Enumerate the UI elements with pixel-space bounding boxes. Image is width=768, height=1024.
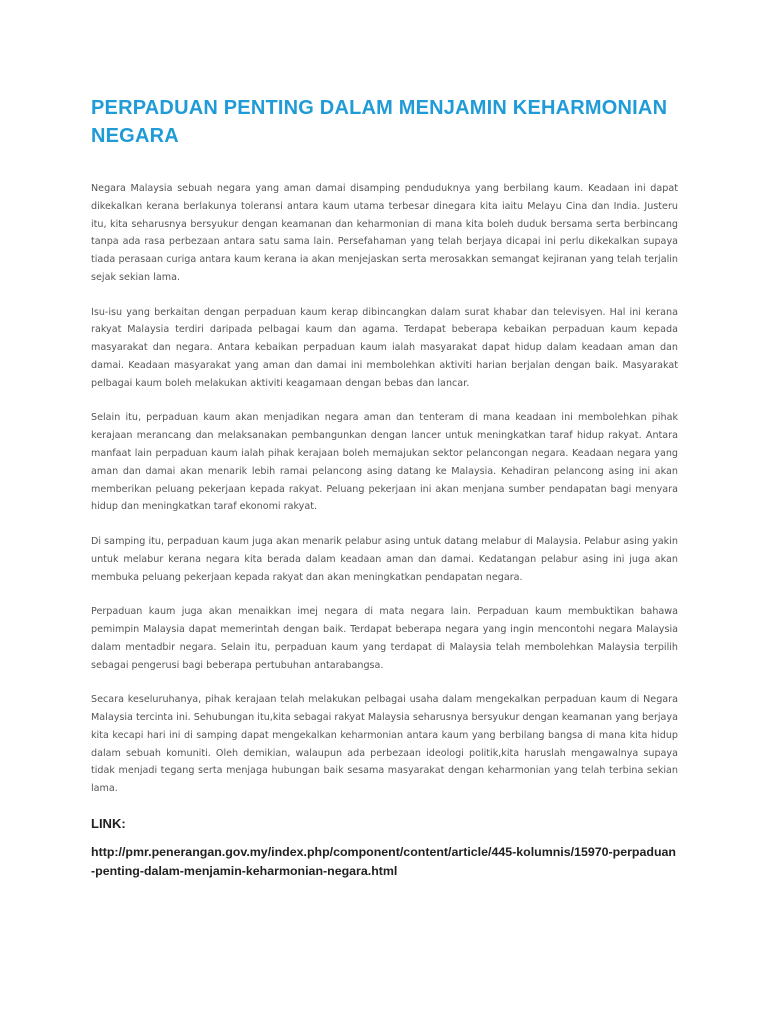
article-paragraph-1: Negara Malaysia sebuah negara yang aman damai disamping penduduknya yang berbilang kaum. Keadaan ini dapat dikekalkan kerana berlakunya toleransi antara kaum utama terbesar dinegara kita iaitu Melayu Cina dan India. Justeru itu, kita seharusnya bersyukur dengan keamanan dan keharmonian di mana kita boleh duduk bersama serta berbincang tanpa ada rasa perbezaan antara satu sama lain. Persefahaman yang telah berjaya dicapai ini perlu dikekalkan supaya tiada perasaan curiga antara kaum kerana ia akan menjejaskan serta merosakkan semangat kejiranan yang telah terjalin sejak sekian lama. [91, 183, 678, 283]
article-paragraph-2: Isu-isu yang berkaitan dengan perpaduan kaum kerap dibincangkan dalam surat khabar dan televisyen. Hal ini kerana rakyat Malaysia terdiri daripada pelbagai kaum dan agama. Terdapat beberapa kebaikan perpaduan kaum kepada masyarakat dan negara. Antara kebaikan perpaduan kaum ialah masyarakat dapat hidup dalam keadaan aman dan damai. Keadaan masyarakat yang aman dan damai ini membolehkan aktiviti harian berjalan dengan baik. Masyarakat pelbagai kaum boleh melakukan aktiviti keagamaan dengan bebas dan lancar. [91, 306, 678, 389]
article-paragraph-5: Perpaduan kaum juga akan menaikkan imej negara di mata negara lain. Perpaduan kaum membuktikan bahawa pemimpin Malaysia dapat memerintah dengan baik. Terdapat beberapa negara yang ingin mencontohi negara Malaysia dalam mentadbir negara. Selain itu, perpaduan kaum yang terdapat di Malaysia telah membolehkan Malaysia terpilih sebagai pengerusi bagi beberapa pertubuhan antarabangsa. [91, 606, 678, 671]
article-paragraph-3: Selain itu, perpaduan kaum akan menjadikan negara aman dan tenteram di mana keadaan ini membolehkan pihak kerajaan merancang dan melaksanakan pembangunkan dengan lancer untuk meningkatkan taraf hidup rakyat. Antara manfaat lain perpaduan kaum ialah pihak kerajaan boleh memajukan sektor pelancongan negara. Keadaan negara yang aman dan damai akan menarik lebih ramai pelancong asing datang ke Malaysia. Kehadiran pelancong asing ini akan memberikan peluang pekerjaan kepada rakyat. Peluang pekerjaan ini akan menjana sumber pendapatan bagi menyara hidup dan meningkatkan taraf ekonomi rakyat. [91, 412, 678, 513]
source-link[interactable]: http://pmr.penerangan.gov.my/index.php/component/content/article/445-kolumnis/15970-perpaduan-penting-dalam-menjamin-keharmonian-negara.html [91, 844, 676, 878]
document-page [91, 94, 678, 881]
article-title: PERPADUAN PENTING DALAM MENJAMIN KEHARMONIAN NEGARA [91, 97, 668, 147]
link-label: LINK: [91, 815, 126, 831]
article-paragraph-6: Secara keseluruhanya, pihak kerajaan telah melakukan pelbagai usaha dalam mengekalkan perpaduan kaum di Negara Malaysia tercinta ini. Sehubungan itu,kita sebagai rakyat Malaysia seharusnya bersyukur dengan keamanan yang berjaya kita kecapi hari ini di samping dapat mengekalkan keharmonian antara kaum yang berbilang bangsa di mana kita hidup dalam sebuah komuniti. Oleh demikian, walaupun ada perbezaan ideologi politik,kita haruslah mengawalnya supaya tidak menjadi tegang serta menjaga hubungan baik sesama masyarakat dengan keharmonian yang telah terbina sekian lama. [91, 694, 678, 795]
article-paragraph-4: Di samping itu, perpaduan kaum juga akan menarik pelabur asing untuk datang melabur di Malaysia. Pelabur asing yakin untuk melabur kerana negara kita berada dalam keadaan aman dan damai. Kedatangan pelabur asing ini juga akan membuka peluang pekerjaan kepada rakyat dan akan meningkatkan pendapatan negara. [91, 535, 678, 583]
